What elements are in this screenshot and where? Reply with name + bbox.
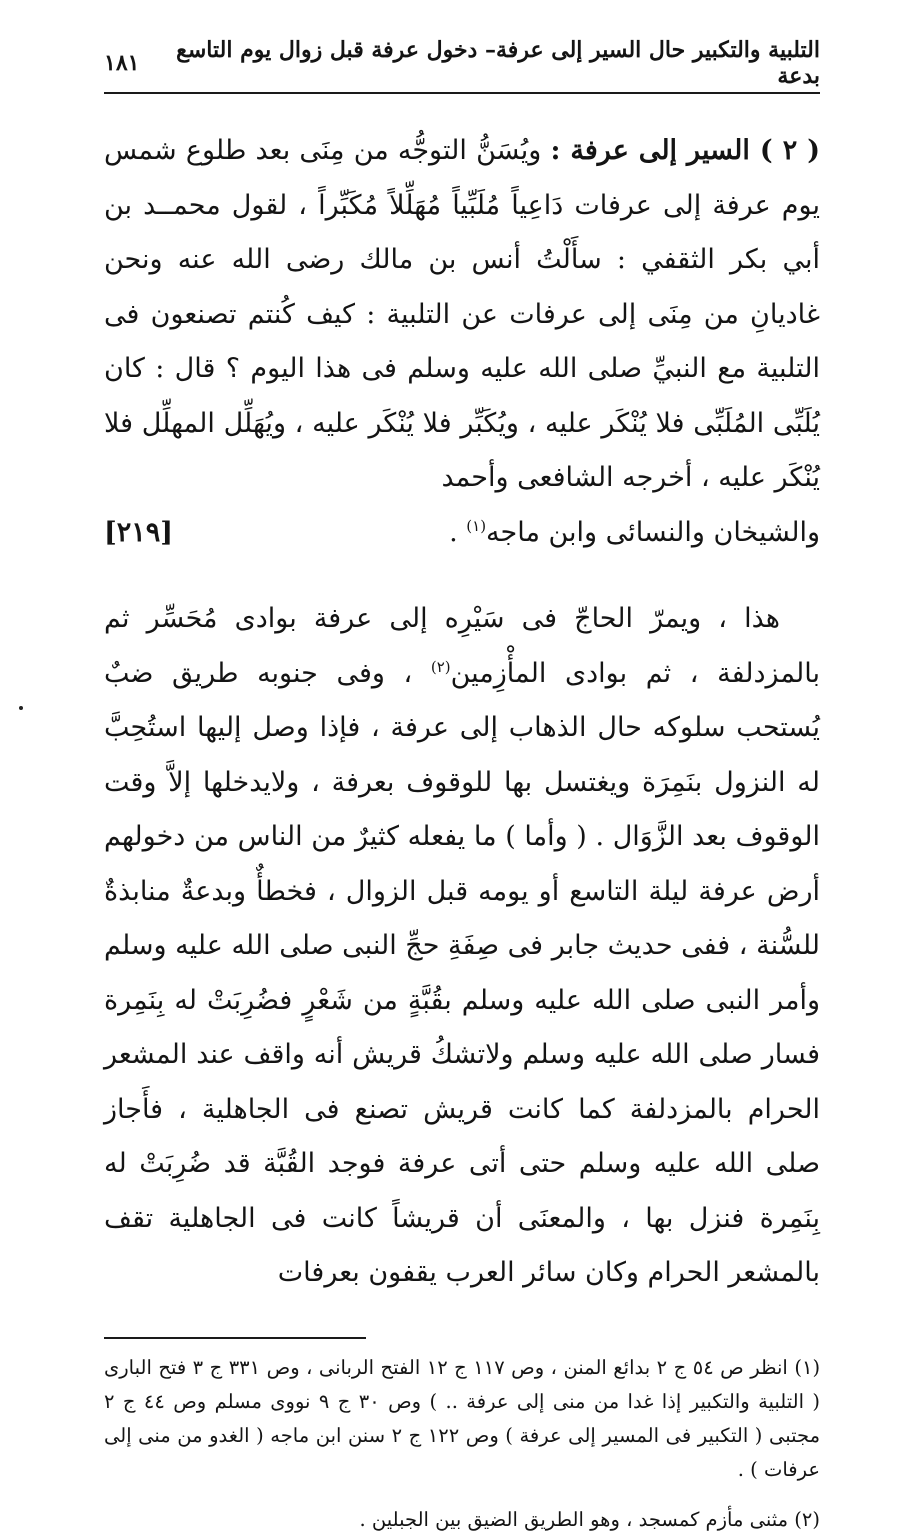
footnote-marker: (١) [466, 516, 487, 535]
footnote-divider [104, 1337, 366, 1339]
running-title: التلبية والتكبير حال السير إلى عرفة– دخول عرفة قبل زوال يوم التاسع بدعة [176, 37, 820, 89]
footnote-item: (١) انظر ص ٥٤ ج ٢ بدائع المنن ، وص ١١٧ ج ١٢ الفتح الربانى ، وص ٣٣١ ج ٣ فتح البارى ( التلبية والتكبير إذا غدا من منى إلى عرفة .. ) وص ٣٠ ج ٩ نووى مسلم وص ٤٤ ج ٢ مجتبى ( التكبير فى المسير إلى عرفة ) وص ١٢٢ ج ٢ سنن ابن ماجه ( الغدو من منى إلى عرفات ) . [104, 1355, 821, 1481]
footnote-item: (٢) مثنى مأزم كمسجد ، وهو الطريق الضيق بين الجبلين . [359, 1507, 820, 1531]
page-number: ١٨١ [104, 50, 140, 76]
section-heading: ( ٢ ) السير إلى عرفة : [550, 135, 820, 166]
end-mark: . [449, 516, 458, 548]
paragraph-ihram-travel [104, 124, 820, 506]
reference-number: [٢١٩] [104, 516, 174, 548]
main-text [104, 124, 820, 1301]
paragraph-text: ويُسَنُّ التوجُّه من مِنَى بعد طلوع شمس يوم عرفة إلى عرفات دَاعِياً مُلَبِّياً مُهَلِّلاً مُكَبِّراً ، لقول محمــد بن أبي بكر الثقفي : سأَلْتُ أنس بن مالك رضى الله عنه ونحن غاديانِ من مِنَى إلى عرفات عن التلبية : كيف كُنتم تصنعون فى التلبية مع النبيِّ صلى الله عليه وسلم فى هذا اليوم ؟ قال : كان يُلَبِّى المُلَبِّى فلا يُنْكَر عليه ، ويُكَبِّر فلا يُنْكَر عليه ، ويُهَلِّل المهلِّل فلا يُنْكَر عليه ، أخرجه الشافعى وأحمد [104, 135, 820, 493]
paragraph-text: هذا ، ويمرّ الحاجّ فى سَيْرِه إلى عرفة بوادى مُحَسِّر ثم بالمزدلفة ، ثم بوادى المأْزِمين [104, 603, 820, 689]
header-divider [104, 92, 820, 94]
footnotes [104, 1351, 820, 1537]
paragraph-gap [104, 560, 820, 592]
paragraph-last-line [104, 506, 820, 561]
scan-speck [19, 706, 23, 710]
last-line-text: والشيخان والنسائى وابن ماجه [486, 516, 820, 548]
footnote-marker: (٢) [430, 657, 451, 676]
last-line-text-wrap [449, 506, 820, 561]
book-page [104, 37, 821, 1531]
paragraph-arafah-entry [104, 592, 820, 1301]
page-header [104, 37, 820, 89]
paragraph-text: ، وفى جنوبه طريق ضبٌ يُستحب سلوكه حال الذهاب إلى عرفة ، فإذا وصل إليها استُحِبَّ له النزول بنَمِرَة ويغتسل بها للوقوف بعرفة ، ولايدخلها إلاَّ وقت الوقوف بعد الزَّوَال . ( وأما ) ما يفعله كثيرٌ من الناس من دخولهم أرض عرفة ليلة التاسع أو يومه قبل الزوال ، فخطأٌ وبدعةٌ منابذةٌ للسُّنة ، ففى حديث جابر فى صِفَةِ حجِّ النبى صلى الله عليه وسلم وأمر النبى صلى الله عليه وسلم بقُبَّةٍ من شَعْرٍ فضُرِبَتْ له بِنَمِرة فسار صلى الله عليه وسلم ولاتشكُ قريش أنه واقف عند المشعر الحرام بالمزدلفة كما كانت قريش تصنع فى الجاهلية ، فأَجاز صلى الله عليه وسلم حتى أتى عرفة فوجد القُبَّة قد ضُرِبَتْ له بِنَمِرة فنزل بها ، والمعنَى أن قريشاً كانت فى الجاهلية تقف بالمشعر الحرام وكان سائر العرب يقفون بعرفات [104, 657, 820, 1288]
